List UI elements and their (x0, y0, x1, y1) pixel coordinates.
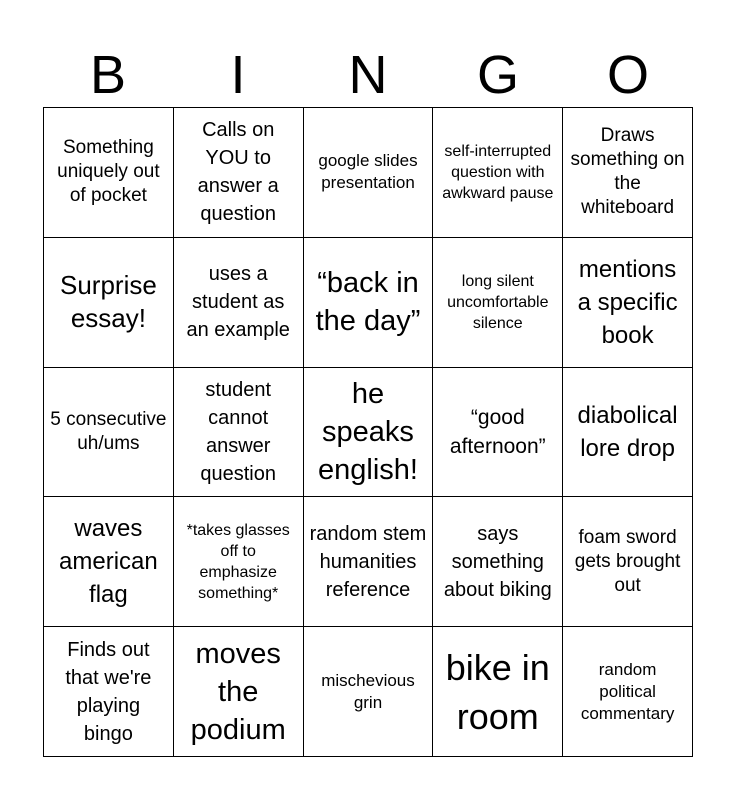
cell-text: uses a student as an example (186, 263, 290, 342)
bingo-cell[interactable] (304, 238, 434, 368)
cell-text: bike in room (445, 646, 550, 737)
bingo-cell[interactable] (174, 108, 304, 238)
bingo-cell[interactable] (563, 497, 693, 627)
bingo-cell[interactable] (433, 238, 563, 368)
bingo-cell[interactable] (433, 497, 563, 627)
bingo-cell[interactable] (174, 368, 304, 498)
bingo-cell[interactable] (304, 108, 434, 238)
cell-text: says something about biking (443, 522, 552, 601)
cell-text: diabolical lore drop (577, 401, 678, 462)
cell-text: student cannot answer question (200, 378, 276, 485)
bingo-cell[interactable] (44, 108, 174, 238)
bingo-cell[interactable] (44, 627, 174, 757)
cell-text: he speaks english! (318, 377, 418, 486)
bingo-cell[interactable] (174, 627, 304, 757)
cell-text: Something uniquely out of pocket (57, 137, 160, 207)
cell-text: foam sword gets brought out (574, 526, 681, 596)
bingo-cell[interactable] (563, 108, 693, 238)
bingo-cell[interactable] (304, 368, 434, 498)
cell-text: Draws something on the whiteboard (570, 125, 685, 219)
cell-text: Calls on YOU to answer a question (197, 119, 279, 226)
header-letter-n: N (348, 45, 388, 105)
bingo-cell[interactable] (433, 368, 563, 498)
bingo-cell[interactable] (563, 627, 693, 757)
bingo-cell[interactable] (44, 497, 174, 627)
header-letter-i: I (230, 45, 246, 105)
header-letter-o: O (606, 45, 649, 105)
bingo-cell[interactable] (433, 108, 563, 238)
cell-text: waves american flag (59, 515, 158, 609)
bingo-cell[interactable] (563, 238, 693, 368)
cell-text: *takes glasses off to emphasize something* (186, 521, 290, 602)
cell-text: mentions a specific book (577, 255, 678, 349)
cell-text: moves the podium (190, 637, 286, 746)
cell-text: google slides presentation (318, 151, 418, 193)
cell-text: 5 consecutive uh/ums (50, 408, 167, 454)
cell-text: Finds out that we're playing bingo (65, 638, 152, 745)
cell-text: “back in the day” (315, 267, 421, 338)
bingo-grid (43, 107, 693, 757)
cell-text: Surprise essay! (59, 270, 157, 334)
cell-text: “good afternoon” (449, 405, 546, 458)
bingo-cell[interactable] (174, 497, 304, 627)
bingo-cell[interactable] (433, 627, 563, 757)
cell-text: random stem humanities reference (309, 522, 427, 601)
bingo-header (43, 44, 693, 106)
bingo-cell[interactable] (174, 238, 304, 368)
bingo-cell[interactable] (304, 497, 434, 627)
bingo-cell[interactable] (563, 368, 693, 498)
bingo-cell[interactable] (44, 238, 174, 368)
header-letter-g: G (476, 45, 519, 105)
cell-text: random political commentary (580, 659, 675, 723)
cell-text: mischevious grin (321, 670, 415, 712)
cell-text: long silent uncomfortable silence (447, 272, 549, 332)
bingo-cell[interactable] (44, 368, 174, 498)
bingo-cell[interactable] (304, 627, 434, 757)
header-letter-b: B (89, 45, 127, 105)
cell-text: self-interrupted question with awkward pause (442, 142, 554, 202)
